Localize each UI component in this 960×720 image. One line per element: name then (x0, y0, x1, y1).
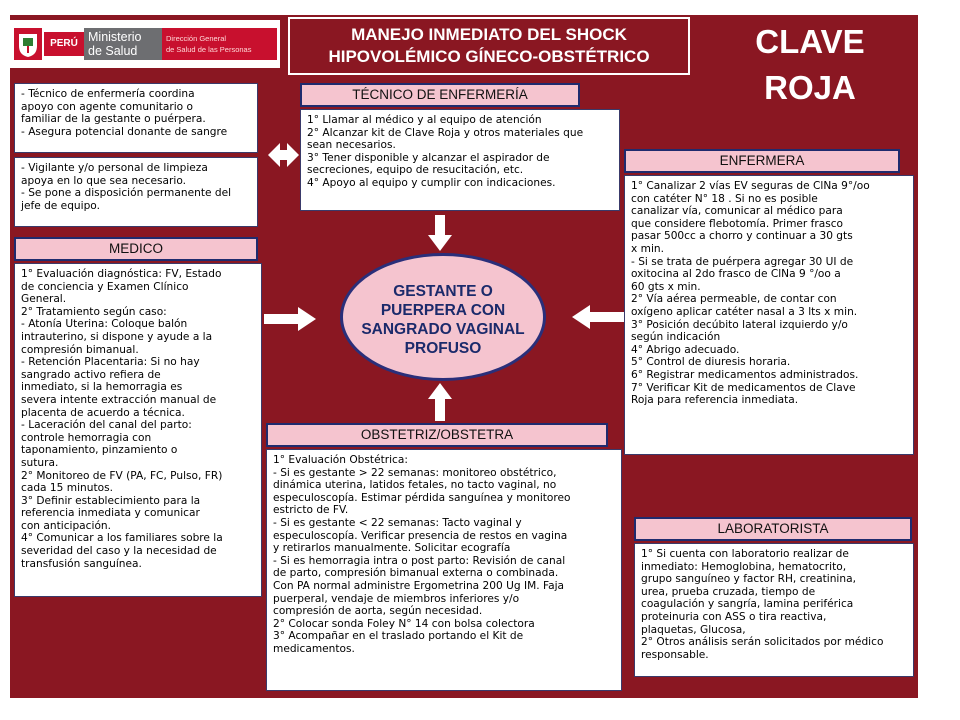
medico-body: 1° Evaluación diagnóstica: FV, Estado de conciencia y Examen Clínico General. 2° Tratamiento según caso: - Atonía Uterina: Coloque balón intrauterino, si dispone y ayude a la compresión bimanual. - Retención Placentaria: Si no hay sangrado activo refiera de inmediato, si la hemorragia es severa intente extracción manual de placenta de acuerdo a técnica. - Laceración del canal del parto: controle hemorragia con taponamiento, pinzamiento o sutura. 2° Monitoreo de FV (PA, FC, Pulso, FR) cada 15 minutos. 3° Definir establecimiento para la referencia inmediata y comunicar con anticipación. 4° Comunicar a los familiares sobre la severidad del caso y la necesidad de transfusión sanguínea. (14, 263, 262, 597)
page-title-line2: HIPOVOLÉMICO GÍNECO-OBSTÉTRICO (328, 47, 650, 66)
arrow-down-icon (428, 215, 452, 251)
arrow-up-icon (428, 383, 452, 421)
page-title-line1: MANEJO INMEDIATO DEL SHOCK (351, 25, 627, 44)
laboratorista-body: 1° Si cuenta con laboratorio realizar de inmediato: Hemoglobina, hematocrito, grupo sanguíneo y factor RH, creatinina, urea, prueba cruzada, tiempo de coagulación y sangría, lamina periférica proteinuria con ASS o tira reactiva, plaquetas, Glucosa, 2° Otros análisis serán solicitados por médico responsable. (634, 543, 914, 677)
logo-dept-line1: Dirección General (166, 34, 227, 43)
enfermera-body: 1° Canalizar 2 vías EV seguras de ClNa 9°/oo con catéter N° 18 . Si no es posible canalizar vía, comunicar al médico para que considere flebotomía. Primer frasco pasar 500cc a chorro y continuar a 30 gts x min. - Si se trata de puérpera agregar 30 UI de oxitocina al 2do frasco de ClNa 9 °/oo a 60 gts x min. 2° Vía aérea permeable, de contar con oxígeno aplicar catéter nasal a 3 lts x min. 3° Posición decúbito lateral izquierdo y/o según indicación 4° Abrigo adecuado. 5° Control de diuresis horaria. 6° Registrar medicamentos administrados. 7° Verificar Kit de medicamentos de Clave Roja para referencia inmediata. (624, 175, 914, 455)
tecnico-header: TÉCNICO DE ENFERMERÍA (300, 83, 580, 107)
arrow-left-icon (572, 305, 624, 329)
clave-roja-line2: ROJA (764, 69, 856, 106)
obstetriz-header: OBSTETRIZ/OBSTETRA (266, 423, 608, 447)
laboratorista-header: LABORATORISTA (634, 517, 912, 541)
support-staff-box-bottom: - Vigilante y/o personal de limpieza apoya en lo que sea necesario. - Se pone a disposición permanente del jefe de equipo. (14, 157, 258, 227)
enfermera-header: ENFERMERA (624, 149, 900, 173)
double-arrow-icon (268, 143, 299, 167)
tecnico-body: 1° Llamar al médico y al equipo de atención 2° Alcanzar kit de Clave Roja y otros materiales que sean necesarios. 3° Tener disponible y alcanzar el aspirador de secreciones, equipo de resucitación, etc. 4° Apoyo al equipo y cumplir con indicaciones. (300, 109, 620, 211)
logo-ministry-line1: Ministerio (88, 30, 142, 44)
support-staff-box-top: - Técnico de enfermería coordina apoyo con agente comunitario o familiar de la gestante o puérpera. - Asegura potencial donante de sangre (14, 83, 258, 153)
logo-country-tag: PERÚ (44, 32, 84, 56)
flow-arrows (10, 15, 918, 698)
center-ellipse: GESTANTE O PUERPERA CON SANGRADO VAGINAL PROFUSO (340, 253, 546, 381)
logo-ministry-line2: de Salud (88, 44, 138, 58)
slide-background (10, 15, 918, 698)
logo-dept-line2: de Salud de las Personas (166, 45, 252, 54)
arrow-right-icon (264, 307, 316, 331)
clave-roja-line1: CLAVE (755, 23, 865, 60)
obstetriz-body: 1° Evaluación Obstétrica: - Si es gestante > 22 semanas: monitoreo obstétrico, dinámica uterina, latidos fetales, no tacto vaginal, no especuloscopía. Estimar pérdida sanguínea y monitoreo estricto de FV. - Si es gestante < 22 semanas: Tacto vaginal y especuloscopía. Verificar presencia de restos en vagina y retirarlos manualmente. Solicitar ecografía - Si es hemorragia intra o post parto: Revisión de canal de parto, compresión bimanual externa o combinada. Con PA normal administre Ergometrina 200 Ug IM. Faja puerperal, vendaje de miembros inferiores y/o compresión de aorta, según necesidad. 2° Colocar sonda Foley N° 14 con bolsa colectora 3° Acompañar en el traslado portando el Kit de medicamentos. (266, 449, 622, 691)
medico-header: MEDICO (14, 237, 258, 261)
